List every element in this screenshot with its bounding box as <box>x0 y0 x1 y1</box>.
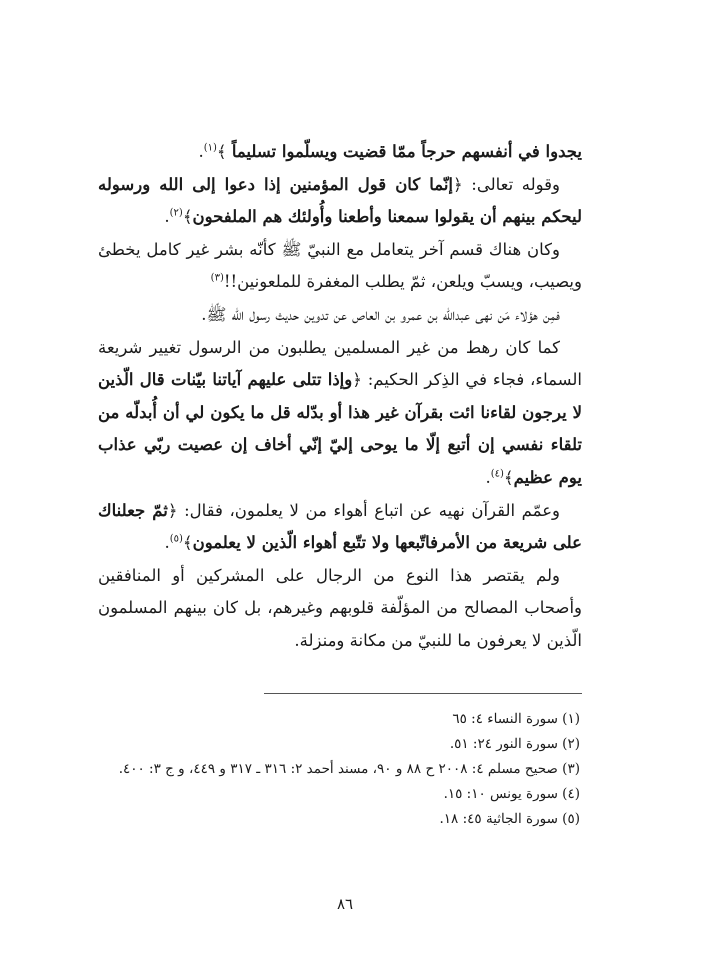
footnote-separator <box>264 693 582 694</box>
footnote-marker: (٥) <box>169 533 183 545</box>
footnotes <box>98 707 582 832</box>
text-run: فمِن هؤلاء مَن نهى عبدالله بن عمرو بن العاص عن تدوين حديث رسول الله ﷺ. <box>201 304 560 324</box>
footnote-marker: (١) <box>203 142 217 154</box>
paragraph <box>98 560 582 658</box>
text-run: . <box>198 142 204 161</box>
text-run: . <box>164 533 170 553</box>
paragraph <box>98 495 582 560</box>
main-text <box>98 136 582 658</box>
text-run: وعمّم القرآن نهيه عن اتباع أهواء من لا يعلمون، فقال: ﴿ <box>167 500 561 520</box>
paragraph <box>98 234 582 299</box>
text-run: كما كان رهط من غير المسلمين يطلبون من الرسول تغيير شريعة السماء، فجاء في الذِكر الحكيم: ﴿ <box>98 337 582 390</box>
footnote: (٢) سورة النور ٢٤: ٥١. <box>449 736 580 752</box>
footnote-marker: (٣) <box>210 272 224 284</box>
text-run: ﴾ <box>503 467 514 487</box>
text-run: ﴾ <box>182 207 193 227</box>
quran-quote: يجدوا في أنفسهم حرجاً ممّا قضيت ويسلّموا تسليماً <box>231 142 582 161</box>
text-run: ﴾ <box>182 533 193 553</box>
footnote: (٥) سورة الجاثية ٤٥: ١٨. <box>439 811 580 827</box>
footnote: (٤) سورة يونس ١٠: ١٥. <box>443 786 580 802</box>
paragraph <box>98 136 582 169</box>
text-run: ولم يقتصر هذا النوع من الرجال على المشركين أو المنافقين وأصحاب المصالح من المؤلّفة قلوبهم وغيرهم، بل كان بينهم المسلمون الّذين لا يعرفون ما للنبيّ من مكانة ومنزلة. <box>98 565 582 650</box>
quran-quote: إنّما كان قول المؤمنين إذا دعوا إلى الله ورسوله ليحكم بينهم أن يقولوا سمعنا وأطعنا وأُولئك هم الملفحون <box>98 174 582 227</box>
quran-quote: وإذا تتلى عليهم آياتنا بيّنات قال الّذين لا يرجون لقاءنا ائت بقرآن غير هذا أو بدّله قل ما يكون لي أن أُبدلّه من تلقاء نفسي إن أتبع إلّا ما يوحى إليّ إنّي أخاف إن عصيت ربّي عذاب يوم عظيم <box>98 370 582 487</box>
footnote: (٣) صحيح مسلم ٤: ٢٠٠٨ ح ٨٨ و ٩٠، مسند أحمد ٢: ٣١٦ ـ ٣١٧ و ٤٤٩، و ج ٣: ٤٠٠. <box>118 761 580 777</box>
text-run: . <box>164 207 170 227</box>
footnote-marker: (٤) <box>490 468 504 480</box>
paragraph <box>98 299 582 332</box>
footnote-marker: (٢) <box>169 207 183 219</box>
paragraph <box>98 169 582 234</box>
page-number: ٨٦ <box>336 895 354 913</box>
paragraph <box>98 332 582 495</box>
text-run: وكان هناك قسم آخر يتعامل مع النبيّ ﷺ كأنّه بشر غير كامل يخطئ ويصيب، ويسبّ ويلعن، ثمّ يطلب المغفرة للملعونين!! <box>98 239 582 292</box>
footnote: (١) سورة النساء ٤: ٦٥ <box>452 711 580 727</box>
quran-quote: ثمّ جعلناك على شريعة من الأمرفاتّبعها ولا تتّبع أهواء الّذين لا يعلمون <box>98 500 582 553</box>
text-run: . <box>485 467 491 487</box>
text-run: وقوله تعالى: ﴿ <box>453 174 560 194</box>
text-run: ﴾ <box>216 142 232 161</box>
